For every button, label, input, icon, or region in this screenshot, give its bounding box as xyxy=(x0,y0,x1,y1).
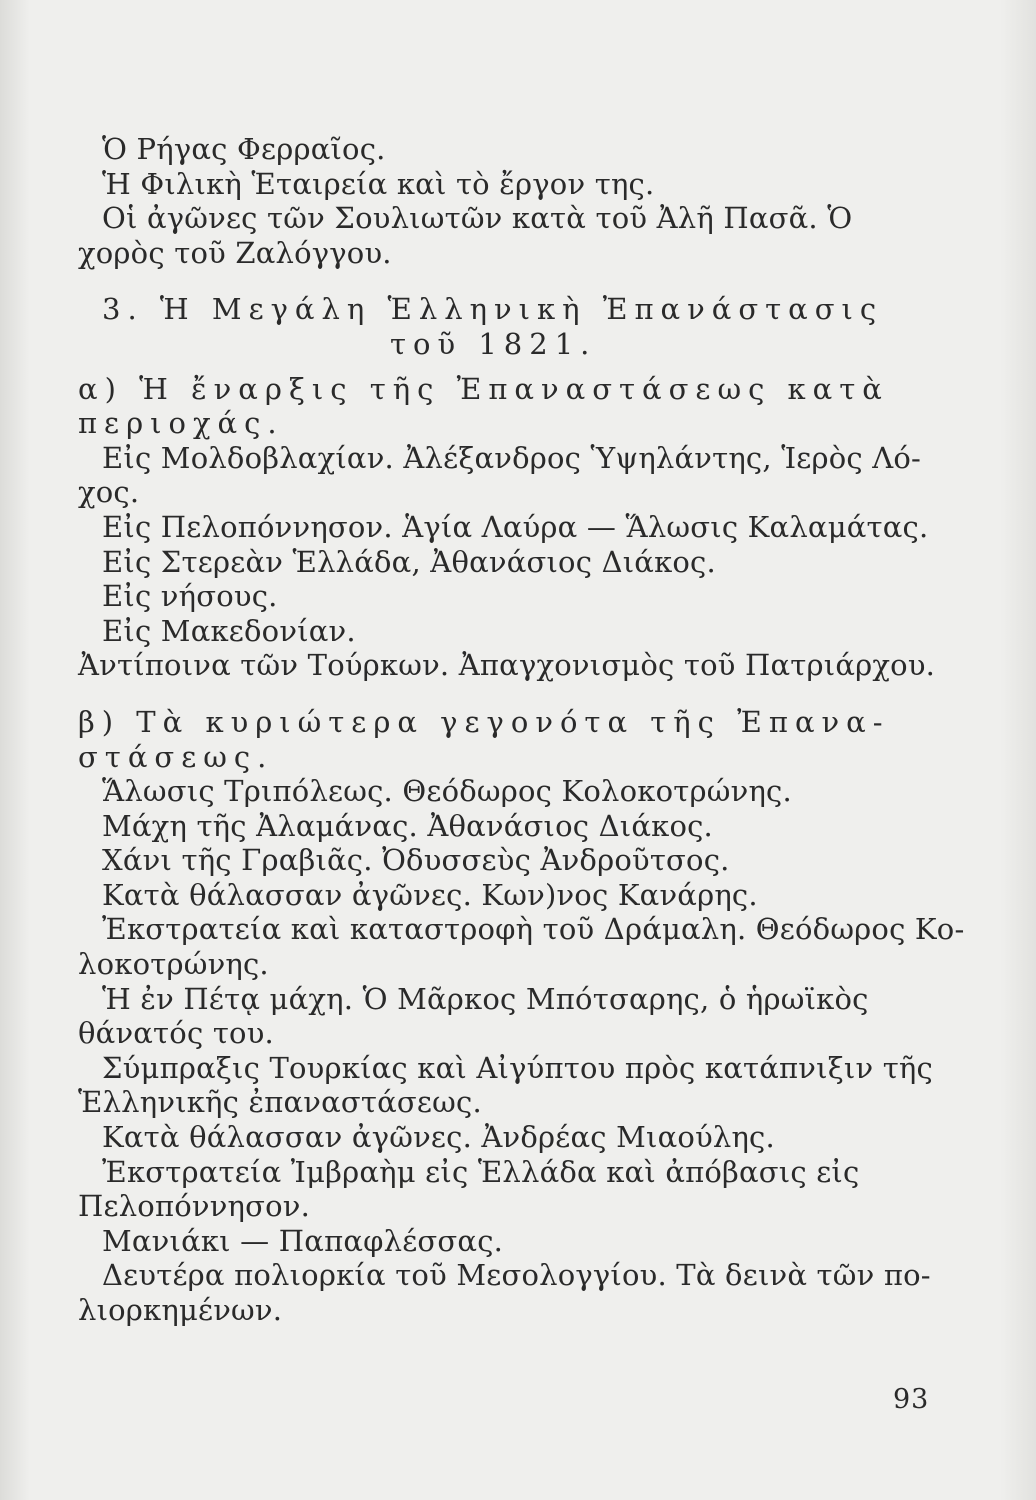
text-line: Δευτέρα πολιορκία τοῦ Μεσολογγίου. Τὰ δεινὰ τῶν πο- xyxy=(102,1258,931,1293)
text-line: Μάχη τῆς Ἀλαμάνας. Ἀθανάσιος Διάκος. xyxy=(102,808,713,843)
text-line: Σύμπραξις Τουρκίας καὶ Αἰγύπτου πρὸς κατάπνιξιν τῆς xyxy=(102,1050,933,1085)
text-line: Εἰς Πελοπόννησον. Ἁγία Λαύρα — Ἅλωσις Καλαμάτας. xyxy=(102,509,929,544)
text-line: χος. xyxy=(78,475,140,510)
page-number: 93 xyxy=(893,1384,930,1415)
subsection-heading-cont: στάσεως. xyxy=(78,739,274,774)
subsection-heading: α) Ἡ ἔναρξις τῆς Ἐπαναστάσεως κατὰ xyxy=(78,371,889,406)
text-line: χορὸς τοῦ Ζαλόγγου. xyxy=(78,235,392,270)
text-line: Εἰς Στερεὰν Ἑλλάδα, Ἀθανάσιος Διάκος. xyxy=(102,544,716,579)
text-line: Ἅλωσις Τριπόλεως. Θεόδωρος Κολοκοτρώνης. xyxy=(102,774,792,809)
text-line: Ἡ ἐν Πέτᾳ μάχη. Ὁ Μᾶρκος Μπότσαρης, ὁ ἡρωϊκὸς xyxy=(102,981,869,1016)
page-body xyxy=(78,132,965,1328)
text-line: Ἐκστρατεία Ἰμβραὴμ εἰς Ἑλλάδα καὶ ἀπόβασις εἰς xyxy=(102,1154,860,1189)
text-line: Κατὰ θάλασσαν ἀγῶνες. Ἀνδρέας Μιαούλης. xyxy=(102,1120,775,1155)
text-line: λιορκημένων. xyxy=(78,1293,283,1327)
text-line: Μανιάκι — Παπαφλέσσας. xyxy=(102,1223,504,1258)
text-line: Εἰς Μακεδονίαν. xyxy=(102,613,356,648)
text-line: Κατὰ θάλασσαν ἀγῶνες. Κων)νος Κανάρης. xyxy=(102,877,758,912)
section-heading: 3. Ἡ Μεγάλη Ἑλληνικὴ Ἐπανάστασις xyxy=(102,292,884,327)
text-line: Χάνι τῆς Γραβιᾶς. Ὀδυσσεὺς Ἀνδροῦτσος. xyxy=(102,843,730,878)
text-line: Ἐκστρατεία καὶ καταστροφὴ τοῦ Δράμαλη. Θεόδωρος Κο- xyxy=(102,912,965,947)
text-line: Ἡ Φιλικὴ Ἑταιρεία καὶ τὸ ἔργον της. xyxy=(102,166,655,201)
subsection-heading: β) Τὰ κυριώτερα γεγονότα τῆς Ἐπανα- xyxy=(78,704,890,739)
section-heading-cont: τοῦ 1821. xyxy=(390,326,597,361)
text-line: Ἀντίποινα τῶν Τούρκων. Ἀπαγχονισμὸς τοῦ Πατριάρχου. xyxy=(78,648,936,683)
text-line: Οἱ ἀγῶνες τῶν Σουλιωτῶν κατὰ τοῦ Ἀλῆ Πασᾶ. Ὁ xyxy=(102,201,853,236)
text-line: Εἰς νήσους. xyxy=(102,579,278,614)
text-line: λοκοτρώνης. xyxy=(78,947,269,982)
text-line: Εἰς Μολδοβλαχίαν. Ἀλέξανδρος Ὑψηλάντης, Ἱερὸς Λό- xyxy=(102,440,922,475)
text-line: Πελοπόννησον. xyxy=(78,1189,311,1224)
subsection-heading-cont: περιοχάς. xyxy=(78,406,284,441)
text-line: Ὁ Ρήγας Φερραῖος. xyxy=(102,132,386,166)
text-line: θάνατός του. xyxy=(78,1016,274,1051)
text-line: Ἑλληνικῆς ἐπαναστάσεως. xyxy=(78,1085,482,1120)
